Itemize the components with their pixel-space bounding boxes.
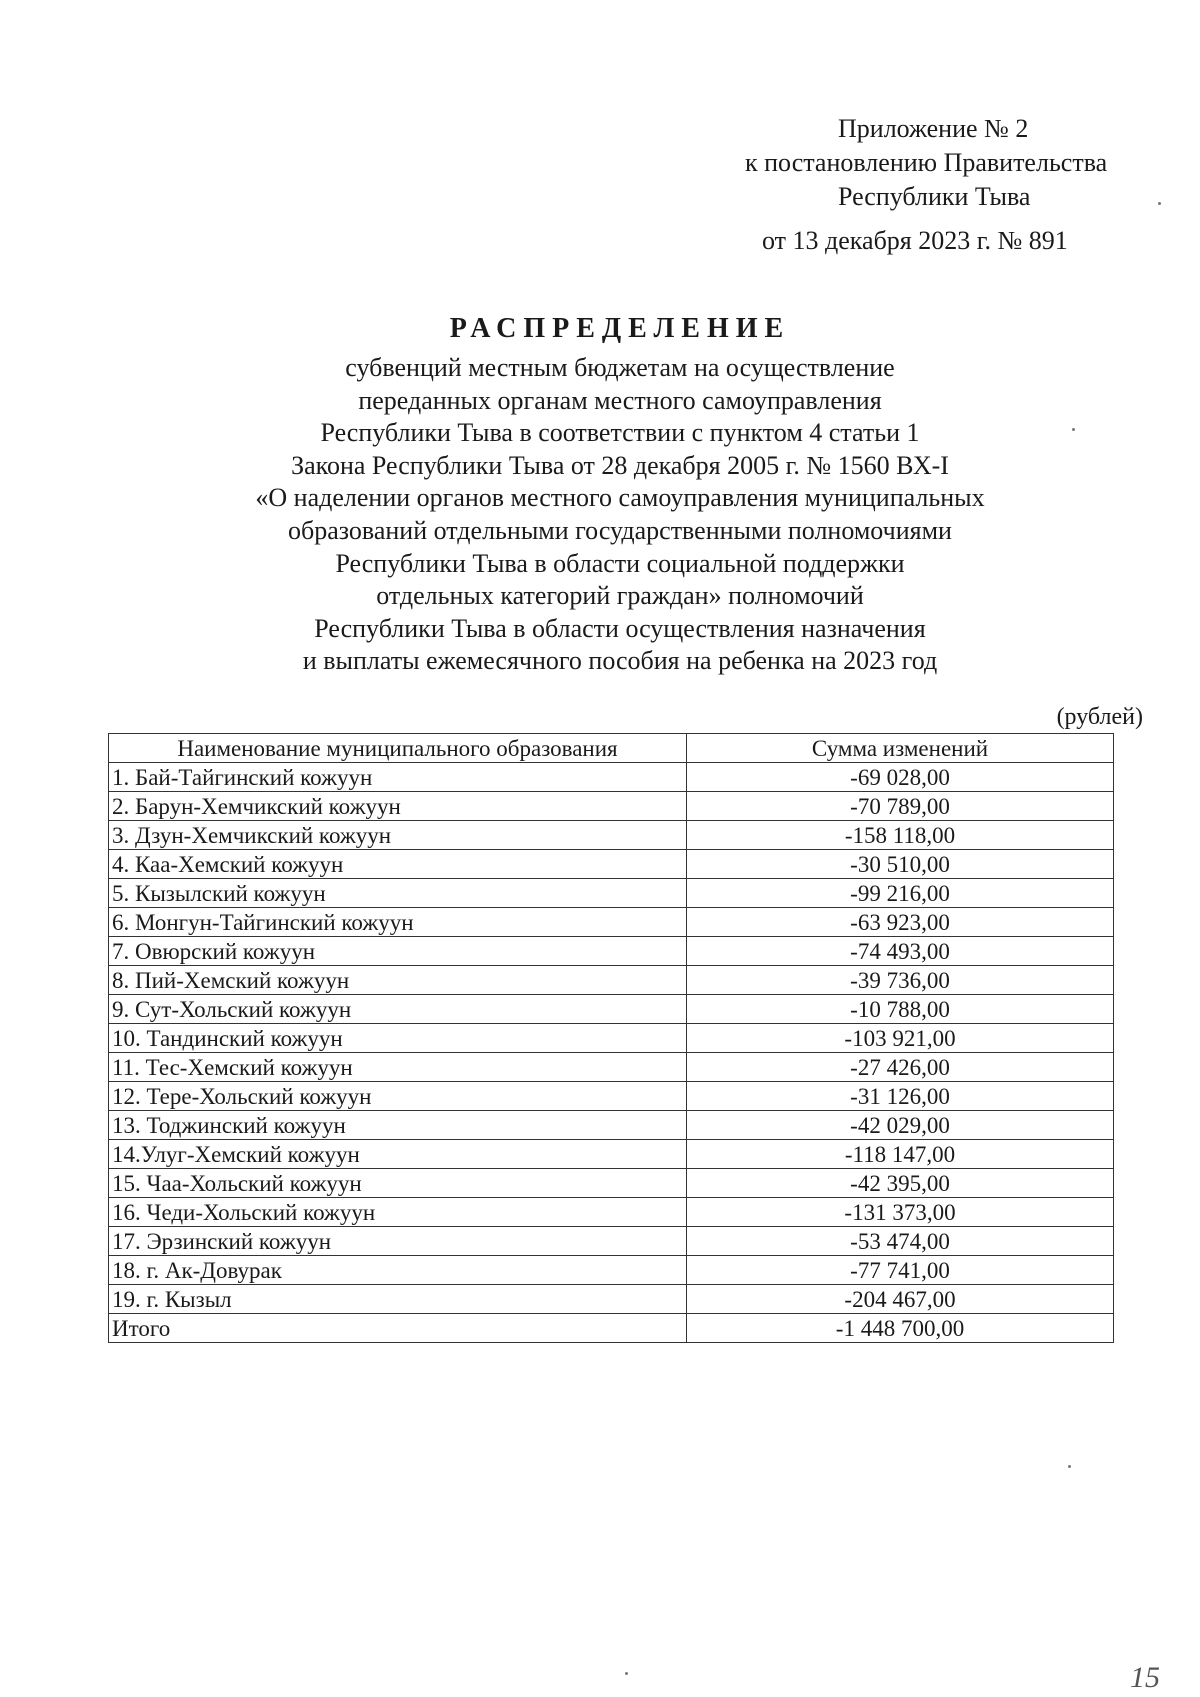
- amount-cell: -53 474,00: [687, 1227, 1114, 1256]
- table-row: [109, 937, 1114, 966]
- amount-cell: -69 028,00: [687, 763, 1114, 792]
- municipality-name: 15. Чаа-Хольский кожуун: [109, 1169, 687, 1198]
- table-row: [109, 966, 1114, 995]
- subtitle-line: субвенций местным бюджетам на осуществление: [345, 353, 895, 382]
- amount-cell: -77 741,00: [687, 1256, 1114, 1285]
- subtitle-line: переданных органам местного самоуправления: [358, 385, 882, 415]
- municipality-name: 6. Монгун-Тайгинский кожуун: [109, 908, 687, 937]
- municipality-name: 18. г. Ак-Довурак: [109, 1256, 687, 1285]
- amount-cell: -70 789,00: [687, 792, 1114, 821]
- scan-speck: [1158, 202, 1161, 205]
- municipality-name: 19. г. Кызыл: [109, 1285, 687, 1314]
- distribution-table: [108, 733, 1114, 1343]
- scan-speck: [625, 1672, 628, 1675]
- document-title: РАСПРЕДЕЛЕНИЕ: [449, 313, 791, 344]
- municipality-name: 10. Тандинский кожуун: [109, 1024, 687, 1053]
- scan-speck: [1072, 428, 1075, 431]
- table-row: [109, 1082, 1114, 1111]
- municipality-name: 11. Тес-Хемский кожуун: [109, 1053, 687, 1082]
- municipality-name: 4. Каа-Хемский кожуун: [109, 850, 687, 879]
- amount-cell: -103 921,00: [687, 1024, 1114, 1053]
- table-row: [109, 1227, 1114, 1256]
- amount-cell: -204 467,00: [687, 1285, 1114, 1314]
- municipality-name: 9. Сут-Хольский кожуун: [109, 995, 687, 1024]
- appendix-resolution: к постановлению Правительства: [745, 148, 1108, 177]
- table-row: [109, 850, 1114, 879]
- subtitle-line: Республики Тыва в области осуществления назначения: [314, 613, 926, 643]
- municipality-name: 13. Тоджинский кожуун: [109, 1111, 687, 1140]
- table-row: [109, 1053, 1114, 1082]
- amount-cell: -27 426,00: [687, 1053, 1114, 1082]
- amount-cell: -10 788,00: [687, 995, 1114, 1024]
- municipality-name: 8. Пий-Хемский кожуун: [109, 966, 687, 995]
- municipality-name: 7. Овюрский кожуун: [109, 937, 687, 966]
- amount-cell: -99 216,00: [687, 879, 1114, 908]
- appendix-block: [650, 112, 1170, 258]
- municipality-name: 2. Барун-Хемчикский кожуун: [109, 792, 687, 821]
- amount-cell: -42 395,00: [687, 1169, 1114, 1198]
- table-header-row: [109, 734, 1114, 763]
- page-number: 15: [1130, 1661, 1160, 1694]
- column-header-name: Наименование муниципального образования: [109, 734, 687, 763]
- municipality-name: 14.Улуг-Хемский кожуун: [109, 1140, 687, 1169]
- total-label: Итого: [109, 1314, 687, 1343]
- table-row: [109, 1111, 1114, 1140]
- table-row: [109, 1024, 1114, 1053]
- table-row: [109, 908, 1114, 937]
- subtitle-line: Республики Тыва в области социальной поддержки: [335, 548, 905, 578]
- subtitle-line: «О наделении органов местного самоуправления муниципальных: [255, 483, 985, 513]
- subtitle-line: образований отдельными государственными полномочиями: [288, 515, 952, 545]
- appendix-republic: Республики Тыва: [838, 182, 1031, 211]
- municipality-name: 17. Эрзинский кожуун: [109, 1227, 687, 1256]
- table-row: [109, 1140, 1114, 1169]
- amount-cell: -39 736,00: [687, 966, 1114, 995]
- column-header-amount: Сумма изменений: [687, 734, 1114, 763]
- amount-cell: -42 029,00: [687, 1111, 1114, 1140]
- total-row: [109, 1314, 1114, 1343]
- appendix-number: Приложение № 2: [838, 114, 1029, 143]
- appendix-date: от 13 декабря 2023 г. № 891: [762, 226, 1068, 255]
- subtitle-line: отдельных категорий граждан» полномочий: [376, 581, 864, 611]
- table-row: [109, 821, 1114, 850]
- municipality-name: 16. Чеди-Хольский кожуун: [109, 1198, 687, 1227]
- table-row: [109, 1198, 1114, 1227]
- municipality-name: 12. Тере-Хольский кожуун: [109, 1082, 687, 1111]
- municipality-name: 1. Бай-Тайгинский кожуун: [109, 763, 687, 792]
- total-amount: -1 448 700,00: [687, 1314, 1114, 1343]
- municipality-name: 3. Дзун-Хемчикский кожуун: [109, 821, 687, 850]
- table-row: [109, 763, 1114, 792]
- amount-cell: -30 510,00: [687, 850, 1114, 879]
- table-row: [109, 995, 1114, 1024]
- subtitle-line: и выплаты ежемесячного пособия на ребенка на 2023 год: [302, 646, 938, 676]
- amount-cell: -118 147,00: [687, 1140, 1114, 1169]
- amount-cell: -131 373,00: [687, 1198, 1114, 1227]
- amount-cell: -74 493,00: [687, 937, 1114, 966]
- table-row: [109, 1256, 1114, 1285]
- table-row: [109, 792, 1114, 821]
- subtitle-line: Закона Республики Тыва от 28 декабря 2005 г. № 1560 ВХ-I: [291, 450, 949, 480]
- amount-cell: -158 118,00: [687, 821, 1114, 850]
- document-subtitle: [100, 352, 1140, 678]
- amount-cell: -31 126,00: [687, 1082, 1114, 1111]
- subtitle-line: Республики Тыва в соответствии с пунктом 4 статьи 1: [320, 418, 920, 448]
- table-row: [109, 1169, 1114, 1198]
- table-row: [109, 879, 1114, 908]
- amount-cell: -63 923,00: [687, 908, 1114, 937]
- municipality-name: 5. Кызылский кожуун: [109, 879, 687, 908]
- table-row: [109, 1285, 1114, 1314]
- scan-speck: [1068, 1465, 1071, 1468]
- units-label: (рублей): [1056, 704, 1143, 730]
